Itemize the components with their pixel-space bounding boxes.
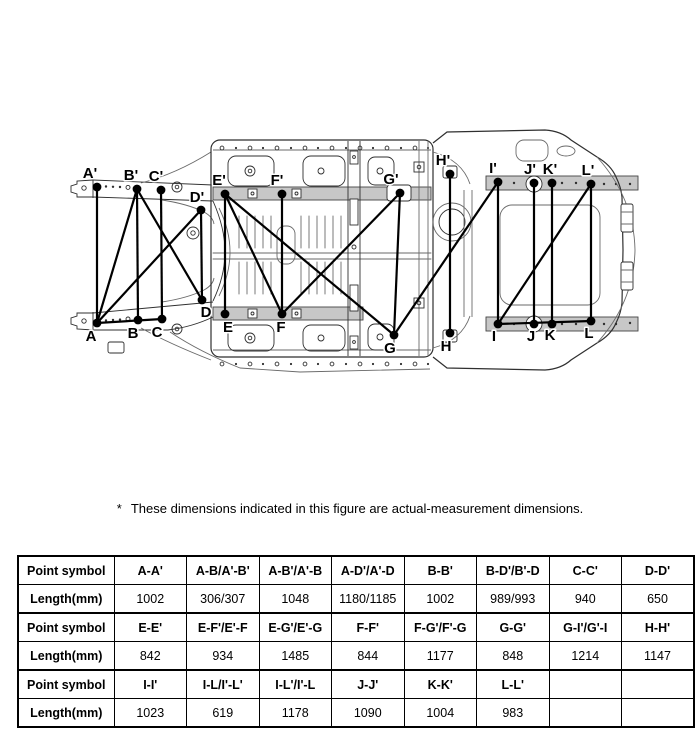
point-label-H': H'	[435, 152, 451, 169]
length-cell: 1002	[114, 585, 187, 614]
length-cell: 1004	[404, 699, 477, 728]
row-header-length: Length(mm)	[18, 699, 114, 728]
measure-line-F-G'	[282, 193, 400, 314]
symbol-row	[18, 613, 694, 642]
length-cell: 1147	[622, 642, 695, 671]
point-symbol-cell: C-C'	[549, 556, 622, 585]
point-symbol-cell: H-H'	[622, 613, 695, 642]
point-symbol-cell: I-L/I'-L'	[187, 670, 260, 699]
length-cell	[549, 699, 622, 728]
dimension-table-wrap	[17, 555, 695, 728]
measure-point-J'	[530, 179, 539, 188]
footnote	[0, 501, 700, 516]
measure-point-D'	[197, 206, 206, 215]
length-cell: 1180/1185	[332, 585, 405, 614]
length-cell: 989/993	[477, 585, 550, 614]
measure-point-K'	[548, 179, 557, 188]
row-header-symbol: Point symbol	[18, 613, 114, 642]
point-symbol-cell: F-F'	[332, 613, 405, 642]
length-cell: 1023	[114, 699, 187, 728]
length-cell: 934	[187, 642, 260, 671]
length-cell	[622, 699, 695, 728]
point-symbol-cell: D-D'	[622, 556, 695, 585]
measure-line-A-B'	[97, 189, 137, 323]
point-label-L': L'	[581, 162, 595, 179]
length-cell: 1214	[549, 642, 622, 671]
spare-tire-well	[439, 209, 465, 235]
point-symbol-cell: G-I'/G'-I	[549, 613, 622, 642]
point-symbol-cell: L-L'	[477, 670, 550, 699]
footnote-asterisk: *	[116, 501, 122, 516]
measure-point-L'	[587, 180, 596, 189]
measure-line-A-D'	[97, 210, 201, 323]
length-cell: 940	[549, 585, 622, 614]
point-label-F': F'	[270, 172, 284, 189]
length-row	[18, 699, 694, 728]
point-label-G: G	[384, 340, 396, 357]
length-row	[18, 585, 694, 614]
point-symbol-cell: K-K'	[404, 670, 477, 699]
point-label-L: L	[584, 325, 594, 342]
row-header-length: Length(mm)	[18, 585, 114, 614]
length-cell: 619	[187, 699, 260, 728]
length-cell: 1177	[404, 642, 477, 671]
symbol-row	[18, 556, 694, 585]
measure-line-G-G'	[394, 193, 400, 335]
point-symbol-cell	[549, 670, 622, 699]
point-symbol-cell: A-D'/A'-D	[332, 556, 405, 585]
measure-point-A'	[93, 183, 102, 192]
length-cell: 1048	[259, 585, 332, 614]
point-symbol-cell: E-F'/E'-F	[187, 613, 260, 642]
point-symbol-cell: F-G'/F'-G	[404, 613, 477, 642]
row-header-symbol: Point symbol	[18, 556, 114, 585]
length-cell: 650	[622, 585, 695, 614]
length-cell: 983	[477, 699, 550, 728]
point-symbol-cell: A-B'/A'-B	[259, 556, 332, 585]
measure-point-H	[446, 329, 455, 338]
point-symbol-cell	[622, 670, 695, 699]
length-cell: 1178	[259, 699, 332, 728]
point-label-E': E'	[212, 172, 226, 189]
length-cell: 848	[477, 642, 550, 671]
row-header-length: Length(mm)	[18, 642, 114, 671]
point-symbol-cell: J-J'	[332, 670, 405, 699]
measure-point-B	[134, 316, 143, 325]
measure-point-F'	[278, 190, 287, 199]
floor-pan	[211, 140, 433, 357]
measure-point-A	[93, 319, 102, 328]
measure-line-G-I'	[394, 182, 498, 335]
point-label-J': J'	[524, 161, 536, 178]
point-symbol-cell: A-A'	[114, 556, 187, 585]
point-label-C': C'	[148, 168, 164, 185]
point-label-E: E	[222, 319, 234, 336]
measure-line-B-B'	[137, 189, 138, 320]
dimension-table	[17, 555, 695, 728]
point-symbol-cell: I-L'/I'-L	[259, 670, 332, 699]
measure-point-C'	[157, 186, 166, 195]
length-cell: 306/307	[187, 585, 260, 614]
point-label-A': A'	[82, 165, 98, 182]
footnote-text: These dimensions indicated in this figure are actual-measurement dimensions.	[130, 501, 584, 516]
measure-point-I'	[494, 178, 503, 187]
length-cell: 842	[114, 642, 187, 671]
point-symbol-cell: E-G'/E'-G	[259, 613, 332, 642]
point-symbol-cell: A-B/A'-B'	[187, 556, 260, 585]
row-header-symbol: Point symbol	[18, 670, 114, 699]
point-symbol-cell: I-I'	[114, 670, 187, 699]
point-label-H: H	[440, 338, 452, 355]
point-label-F: F	[276, 319, 286, 336]
length-cell: 844	[332, 642, 405, 671]
measure-point-G'	[396, 189, 405, 198]
point-symbol-cell: B-B'	[404, 556, 477, 585]
point-label-A: A	[85, 328, 97, 345]
length-cell: 1090	[332, 699, 405, 728]
length-cell: 1002	[404, 585, 477, 614]
measure-point-F	[278, 310, 287, 319]
point-label-D: D	[200, 304, 212, 321]
point-label-K': K'	[542, 161, 558, 178]
measure-point-C	[158, 315, 167, 324]
symbol-row	[18, 670, 694, 699]
point-label-J: J	[526, 328, 536, 345]
measure-line-E'-F	[225, 194, 282, 314]
point-label-B': B'	[123, 167, 139, 184]
measure-point-G	[390, 331, 399, 340]
point-symbol-cell: G-G'	[477, 613, 550, 642]
point-label-G': G'	[383, 171, 399, 188]
point-label-B: B	[127, 325, 139, 342]
measure-line-D-D'	[201, 210, 202, 300]
length-cell: 1485	[259, 642, 332, 671]
point-label-K: K	[544, 327, 556, 344]
measure-point-B'	[133, 185, 142, 194]
point-symbol-cell: B-D'/B'-D	[477, 556, 550, 585]
length-row	[18, 642, 694, 671]
measure-point-H'	[446, 170, 455, 179]
measure-point-E	[221, 310, 230, 319]
point-label-I': I'	[489, 160, 497, 177]
point-label-D': D'	[189, 189, 205, 206]
point-label-C: C	[151, 324, 163, 341]
point-label-I: I	[491, 328, 497, 345]
point-symbol-cell: E-E'	[114, 613, 187, 642]
measure-point-E'	[221, 190, 230, 199]
